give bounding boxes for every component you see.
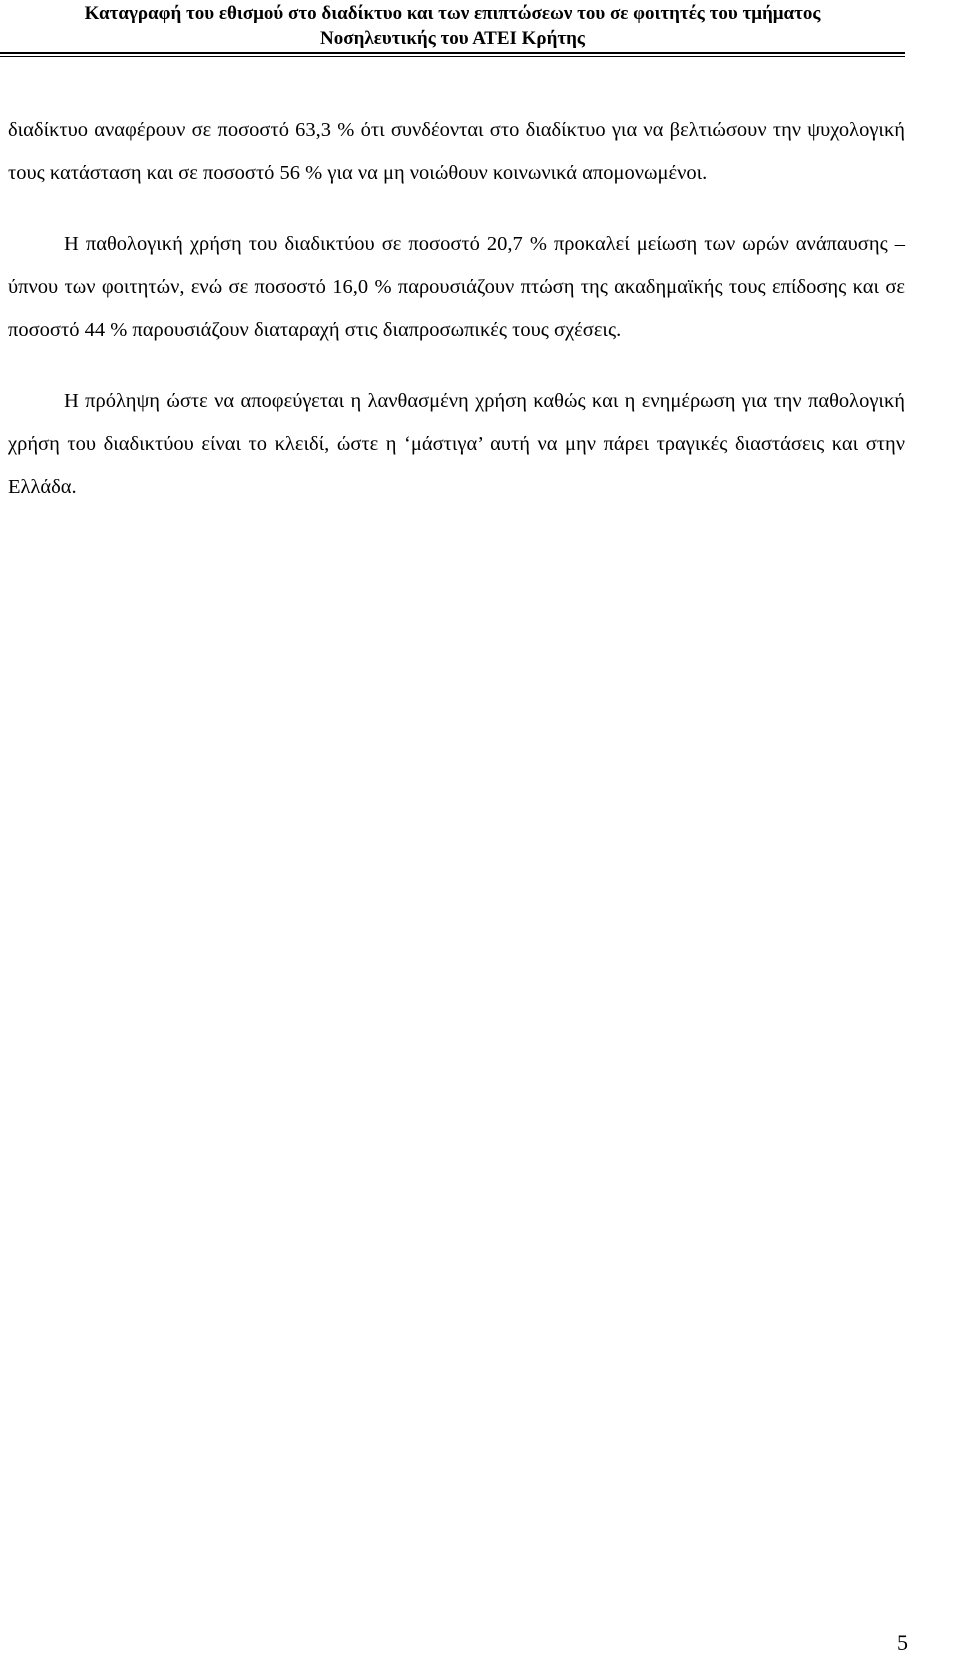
body-text: [8, 109, 905, 537]
running-header: [0, 0, 905, 51]
header-rule-thick: [0, 52, 905, 54]
page-number: 5: [897, 1630, 908, 1655]
header-line-1: Καταγραφή του εθισμού στο διαδίκτυο και των επιπτώσεων του σε φοιτητές του τμήματος: [84, 3, 821, 24]
header-line-2: Νοσηλευτικής του ΑΤΕΙ Κρήτης: [320, 28, 585, 49]
paragraph-prevention: Η πρόληψη ώστε να αποφεύγεται η λανθασμένη χρήση καθώς και η ενημέρωση για την παθολογική χρήση του διαδικτύου είναι το κλειδί, ώστε η ‘μάστιγα’ αυτή να μην πάρει τραγικές διαστάσεις και στην Ελλάδα.: [8, 390, 905, 498]
header-rule-thin: [0, 56, 905, 57]
paragraph-continued: διαδίκτυο αναφέρουν σε ποσοστό 63,3 % ότι συνδέονται στο διαδίκτυο για να βελτιώσουν την ψυχολογική τους κατάσταση και σε ποσοστό 56 % για να μη νοιώθουν κοινωνικά απομονωμένοι.: [8, 119, 905, 184]
paragraph-pathological-use: Η παθολογική χρήση του διαδικτύου σε ποσοστό 20,7 % προκαλεί μείωση των ωρών ανάπαυσης – ύπνου των φοιτητών, ενώ σε ποσοστό 16,0 % παρουσιάζουν πτώση της ακαδημαϊκής τους επίδοσης και σε ποσοστό 44 % παρουσιάζουν διαταραχή στις διαπροσωπικές τους σχέσεις.: [8, 233, 905, 341]
